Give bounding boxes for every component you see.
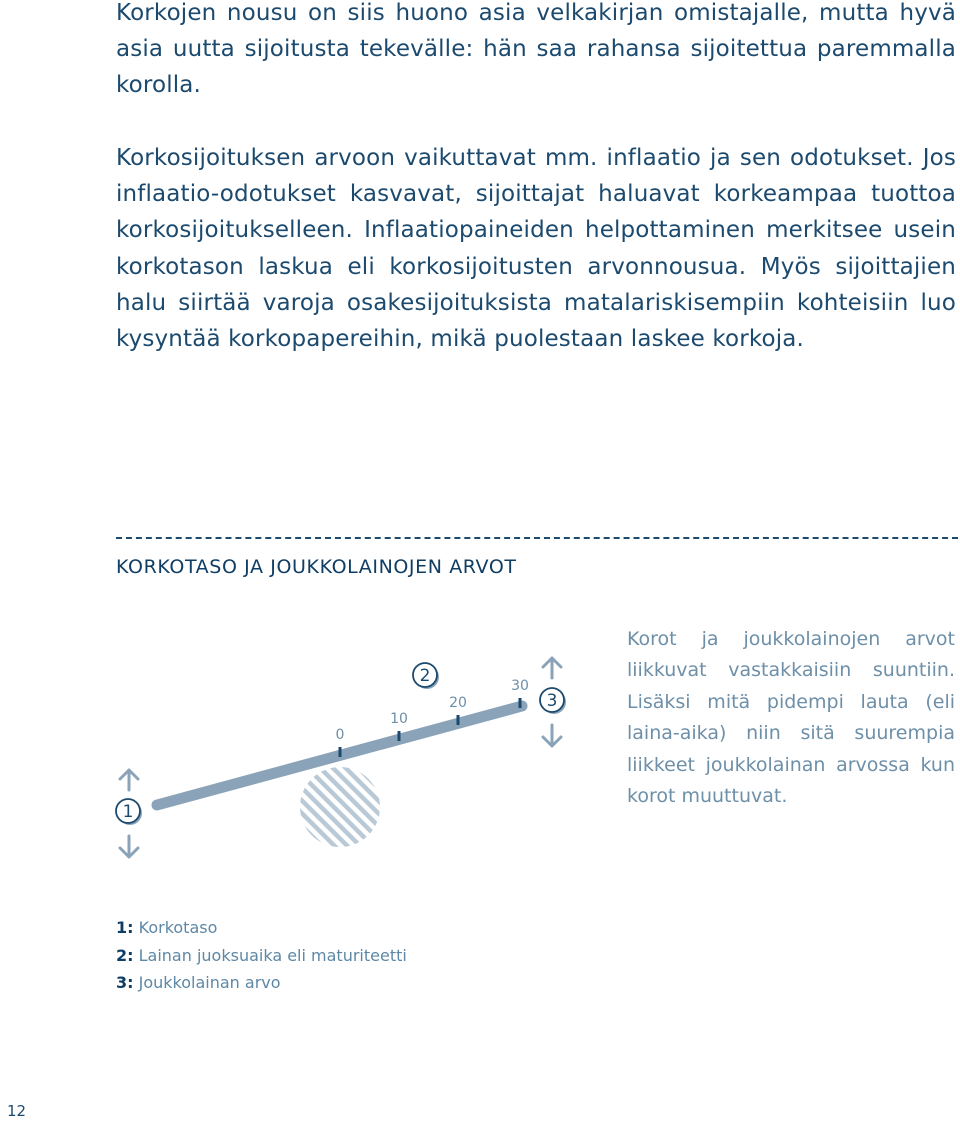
svg-text:2: 2 (419, 666, 431, 686)
section-heading: KORKOTASO JA JOUKKOLAINOJEN ARVOT (116, 556, 517, 578)
seesaw-diagram (100, 640, 600, 870)
dashed-divider (116, 537, 958, 539)
legend-label: Korkotaso (138, 918, 218, 937)
body-paragraph-2: Korkosijoituksen arvoon vaikuttavat mm. inflaatio ja sen odotukset. Jos inflaatio-odotukset kasvavat, sijoittajat haluavat korkeampaa tuottoa korkosijoitukselleen. Inflaatiopaineiden helpottaminen merkitsee usein korkotason laskua eli korkosijoitusten arvonnousua. Myös sijoittajien halu siirtää varoja osakesijoituksista matalariskisempiin kohteisiin luo kysyntää korkopapereihin, mikä puolestaan laskee korkoja. (116, 145, 956, 353)
legend-key: 2: (116, 945, 134, 965)
legend-label: Lainan juoksuaika eli maturiteetti (138, 945, 407, 965)
legend-item (116, 969, 407, 997)
arrow-up-icon (120, 770, 138, 790)
hatched-circle-fulcrum (300, 767, 380, 847)
tick-label: 30 (511, 678, 529, 694)
tick-label: 20 (449, 695, 467, 711)
legend-item (116, 914, 407, 942)
body-paragraph-1: Korkojen nousu on siis huono asia velkakirjan omistajalle, mutta hyvä asia uutta sijoitusta tekevälle: hän saa rahansa sijoitettua paremmalla korolla. (116, 0, 956, 99)
tick-label: 10 (390, 711, 408, 727)
marker-2 (413, 663, 439, 689)
legend (116, 914, 407, 997)
legend-item (116, 942, 407, 970)
arrow-down-icon (120, 836, 138, 857)
page-number: 12 (7, 1102, 27, 1120)
diagram-explanation: Korot ja joukkolainojen arvot liikkuvat vastakkaisiin suuntiin. Lisäksi mitä pidempi lauta (eli laina-aika) niin sitä suurempia liikkeet joukkolainan arvossa kun korot muuttuvat. (627, 628, 955, 808)
marker-3 (540, 688, 566, 714)
marker-1 (116, 799, 142, 825)
legend-key: 1: (116, 918, 134, 937)
arrow-down-icon (543, 725, 561, 746)
svg-text:1: 1 (122, 802, 134, 822)
tick-label: 0 (335, 727, 345, 743)
arrow-up-icon (543, 658, 561, 678)
legend-key: 3: (116, 973, 134, 992)
legend-label: Joukkolainan arvo (138, 973, 281, 992)
svg-text:3: 3 (546, 691, 558, 711)
